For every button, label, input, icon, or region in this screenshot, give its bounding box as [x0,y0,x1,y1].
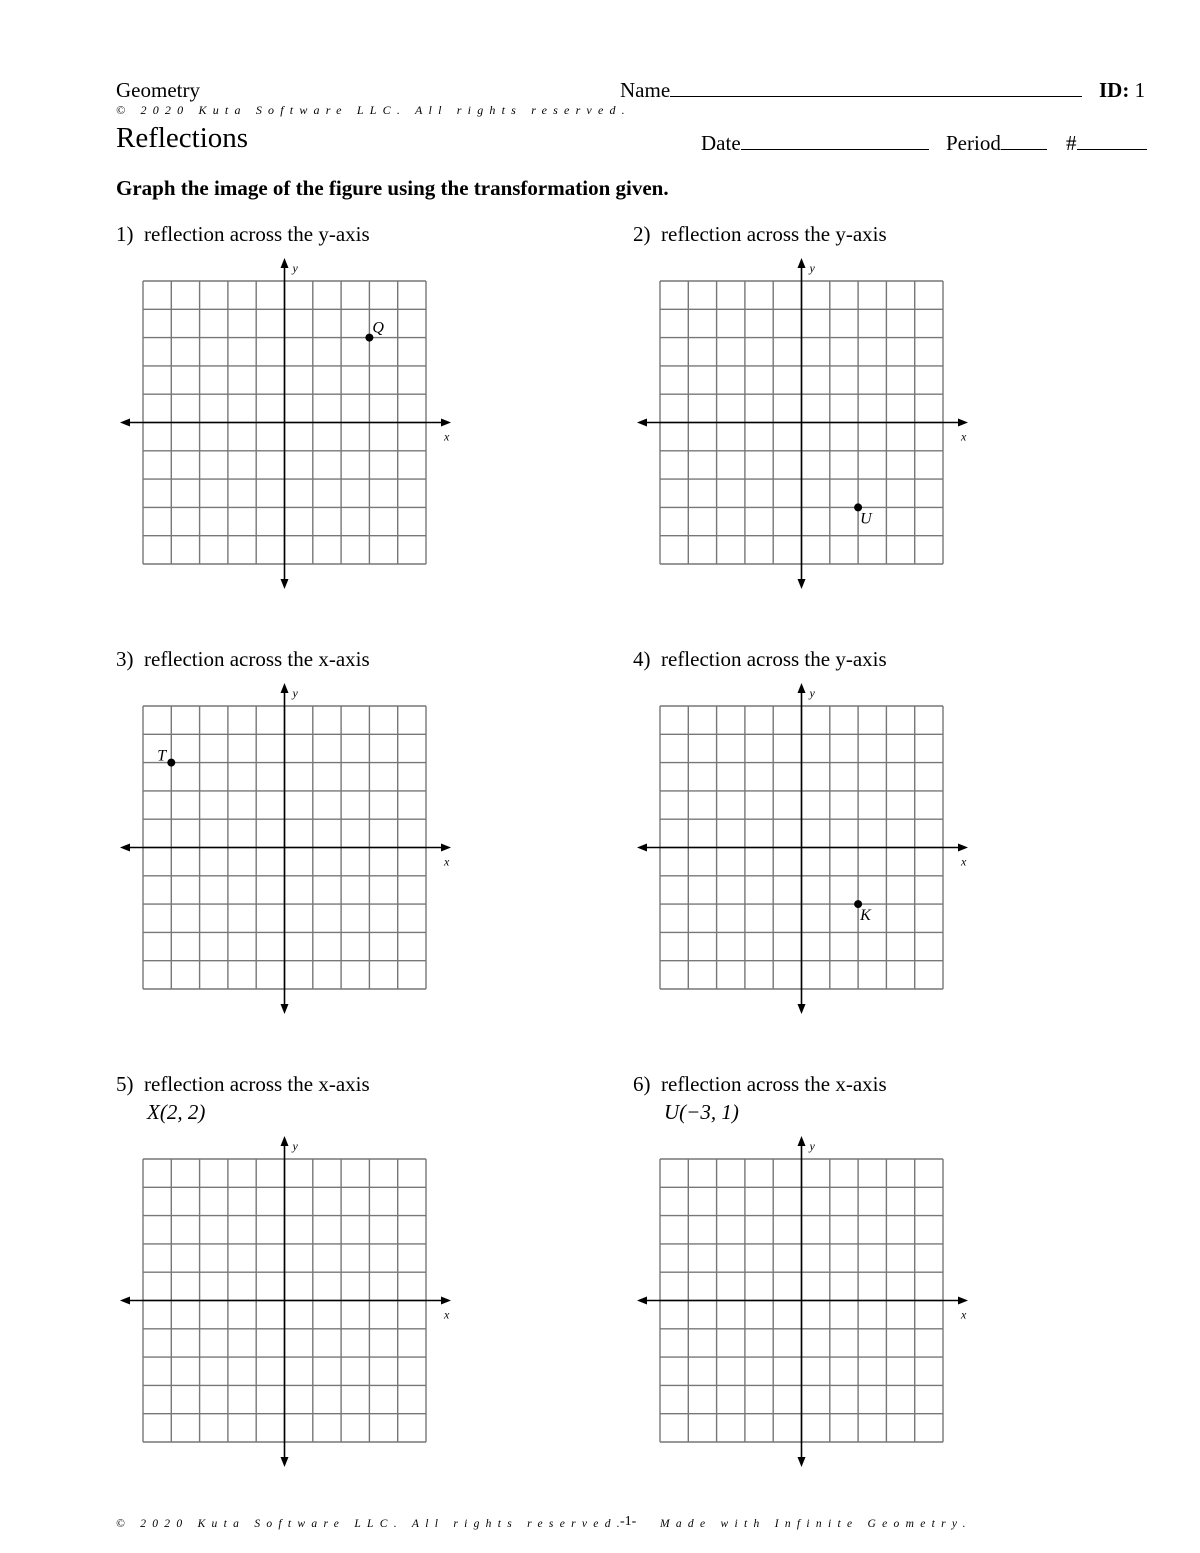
y-axis-arrow-down-icon [281,1457,289,1467]
y-axis-arrow-up-icon [281,1136,289,1146]
id-field [1099,78,1145,103]
id-value: 1 [1134,78,1146,102]
y-axis-label: y [809,686,815,700]
x-axis-arrow-left-icon [637,419,647,427]
instructions: Graph the image of the figure using the transformation given. [116,176,669,200]
problem-text: reflection across the y-axis [661,647,887,671]
problem-text: reflection across the x-axis [661,1072,887,1096]
y-axis-arrow-down-icon [798,1457,806,1467]
x-axis-arrow-left-icon [120,419,130,427]
period-label-text: Period [946,131,1001,155]
y-axis-arrow-up-icon [281,683,289,693]
y-axis-arrow-down-icon [281,579,289,589]
x-axis-arrow-right-icon [958,844,968,852]
y-axis-arrow-down-icon [798,579,806,589]
x-axis-label: x [961,854,967,869]
x-axis-arrow-right-icon [958,1297,968,1305]
footer-made-with: Made with Infinite Geometry. [660,1518,972,1530]
x-axis-label: x [444,429,450,444]
problem-5-label [116,1072,370,1097]
problem-5-coords: X(2, 2) [147,1100,206,1124]
problem-number: 2) [633,222,651,246]
page-number: -1- [620,1514,637,1529]
x-axis-label: x [961,1307,967,1322]
problem-text: reflection across the y-axis [144,222,370,246]
coordinate-grid-1[interactable] [120,258,450,588]
plotted-point [167,759,175,767]
y-axis-arrow-up-icon [798,1136,806,1146]
y-axis-label: y [292,1139,298,1153]
problem-3-label [116,647,370,672]
date-label [701,131,929,156]
course-name: Geometry [116,78,200,102]
problem-number: 3) [116,647,134,671]
id-label: ID: [1099,78,1130,102]
name-label [620,78,1082,103]
coordinate-grid-6[interactable] [637,1136,967,1466]
x-axis-label: x [444,854,450,869]
coordinate-grid-5[interactable] [120,1136,450,1466]
problem-number: 5) [116,1072,134,1096]
period-label [946,131,1047,156]
problem-2-label [633,222,887,247]
problem-1-label [116,222,370,247]
problem-text: reflection across the x-axis [144,1072,370,1096]
problem-text: reflection across the x-axis [144,647,370,671]
x-axis-arrow-right-icon [441,419,451,427]
coordinate-grid-4[interactable] [637,683,967,1013]
point-label: K [860,907,871,925]
x-axis-arrow-right-icon [958,419,968,427]
x-axis-arrow-left-icon [120,844,130,852]
name-field[interactable] [670,95,1082,97]
y-axis-label: y [809,1139,815,1153]
header-copyright: © 2020 Kuta Software LLC. All rights reserved. [116,103,631,117]
y-axis-label: y [809,261,815,275]
x-axis-arrow-left-icon [637,1297,647,1305]
y-axis-label: y [292,261,298,275]
problem-text: reflection across the y-axis [661,222,887,246]
x-axis-label: x [961,429,967,444]
x-axis-arrow-left-icon [637,844,647,852]
period-field[interactable] [1001,148,1047,150]
problem-6-coords: U(−3, 1) [664,1100,739,1124]
number-label [1066,131,1147,156]
date-field[interactable] [741,148,929,150]
x-axis-arrow-right-icon [441,1297,451,1305]
date-label-text: Date [701,131,741,155]
y-axis-arrow-up-icon [798,258,806,268]
problem-4-label [633,647,887,672]
x-axis-arrow-right-icon [441,844,451,852]
point-label: T [157,747,167,765]
number-field[interactable] [1077,148,1147,150]
y-axis-label: y [292,686,298,700]
coordinate-grid-2[interactable] [637,258,967,588]
coordinate-grid-3[interactable] [120,683,450,1013]
name-label-text: Name [620,78,671,102]
x-axis-arrow-left-icon [120,1297,130,1305]
point-label: U [860,510,872,528]
number-label-text: # [1066,131,1077,155]
y-axis-arrow-down-icon [798,1004,806,1014]
problem-number: 6) [633,1072,651,1096]
footer-copyright: © 2020 Kuta Software LLC. All rights reserved. [116,1518,626,1530]
problem-6-label [633,1072,887,1097]
y-axis-arrow-down-icon [281,1004,289,1014]
problem-number: 4) [633,647,651,671]
point-label: Q [372,319,384,337]
x-axis-label: x [444,1307,450,1322]
y-axis-arrow-up-icon [798,683,806,693]
y-axis-arrow-up-icon [281,258,289,268]
page-title: Reflections [116,122,249,154]
problem-number: 1) [116,222,134,246]
